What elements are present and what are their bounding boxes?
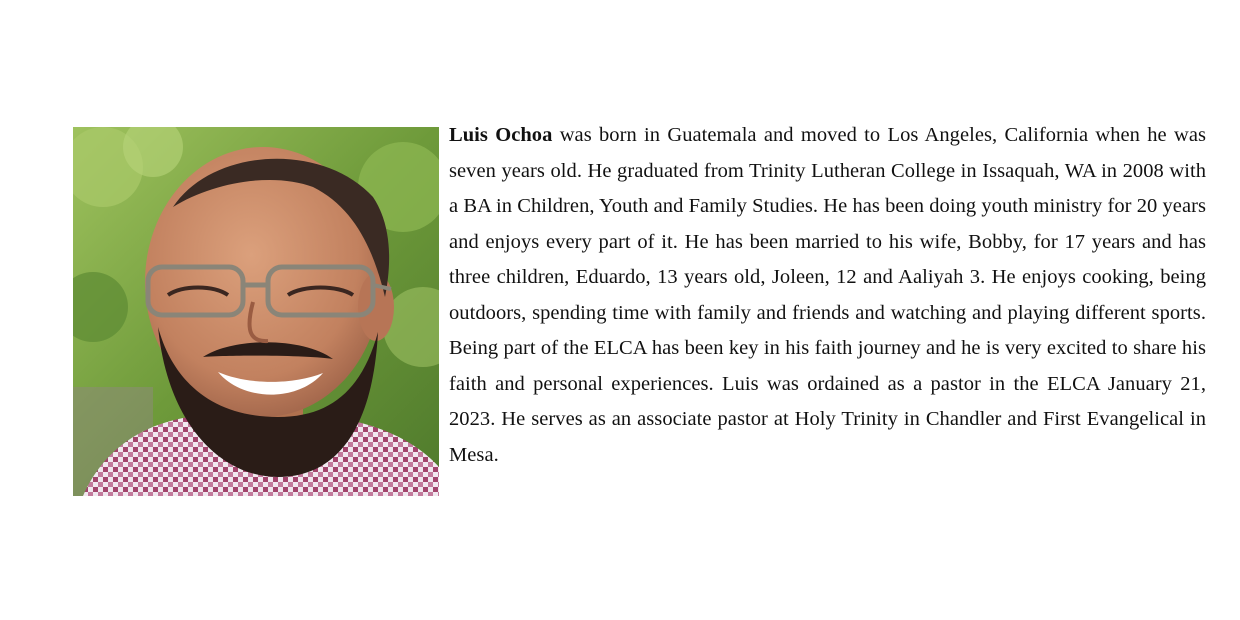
portrait-photo (73, 127, 439, 496)
biography-body: was born in Guatemala and moved to Los Angeles, California when he was seven years old. He graduated from Trinity Lutheran College in Issaquah, WA in 2008 with a BA in Children, Youth and Family Studies. He has been doing youth ministry for 20 years and enjoys every part of it. He has been married to his wife, Bobby, for 17 years and has three children, Eduardo, 13 years old, Joleen, 12 and Aaliyah 3. He enjoys cooking, being outdoors, spending time with family and friends and watching and playing different sports. Being part of the ELCA has been key in his faith journey and he is very excited to share his faith and personal experiences. Luis was ordained as a pastor in the ELCA January 21, 2023. He serves as an associate pastor at Holy Trinity in Chandler and First Evangelical in Mesa. (449, 124, 1206, 466)
portrait-illustration (73, 127, 439, 496)
person-name: Luis Ochoa (449, 124, 553, 146)
biography-paragraph (449, 118, 1206, 473)
bio-card (73, 118, 1208, 503)
